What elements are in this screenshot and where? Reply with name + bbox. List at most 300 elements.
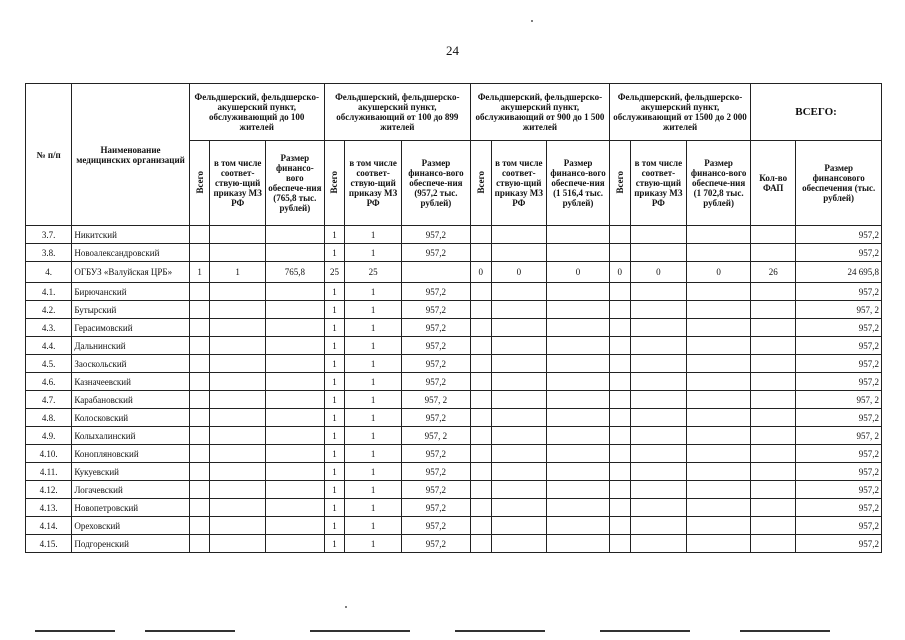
row-cell: 957,2 xyxy=(401,409,470,427)
row-cell xyxy=(470,319,491,337)
row-cell xyxy=(687,499,751,517)
row-cell xyxy=(630,244,687,262)
row-cell xyxy=(687,391,751,409)
header-fap-count: Кол-во ФАП xyxy=(751,141,796,226)
row-cell xyxy=(547,463,610,481)
row-cell xyxy=(189,445,210,463)
row-cell: 1 xyxy=(345,244,402,262)
row-cell: 1 xyxy=(324,337,345,355)
row-cell: 957,2 xyxy=(401,337,470,355)
org-name: Никитский xyxy=(72,226,189,244)
row-cell: 1 xyxy=(345,337,402,355)
row-number: 4.3. xyxy=(26,319,72,337)
row-cell xyxy=(630,226,687,244)
row-cell xyxy=(547,535,610,553)
table-row xyxy=(26,337,882,355)
row-cell xyxy=(189,535,210,553)
row-cell xyxy=(189,427,210,445)
row-cell: 1 xyxy=(324,535,345,553)
row-cell xyxy=(265,463,324,481)
row-cell: 957,2 xyxy=(401,535,470,553)
row-cell xyxy=(491,445,547,463)
row-cell: 0 xyxy=(630,262,687,283)
header-group-4: Фельдшерский, фельдшерско-акушерский пункт, обслуживающий от 1500 до 2 000 жителей xyxy=(609,84,750,141)
row-cell xyxy=(189,373,210,391)
row-cell xyxy=(491,355,547,373)
row-cell: 1 xyxy=(324,301,345,319)
row-cell xyxy=(470,445,491,463)
table-row xyxy=(26,244,882,262)
row-cell xyxy=(687,409,751,427)
row-cell: 957,2 xyxy=(796,535,882,553)
row-cell xyxy=(470,337,491,355)
row-cell xyxy=(210,481,266,499)
row-cell: 957,2 xyxy=(796,373,882,391)
table-row xyxy=(26,226,882,244)
org-name: Карабановский xyxy=(72,391,189,409)
row-cell xyxy=(751,427,796,445)
header-incl-2: в том числе соответ-ствую-щий приказу МЗ РФ xyxy=(345,141,402,226)
row-cell xyxy=(491,481,547,499)
row-cell xyxy=(687,301,751,319)
row-cell xyxy=(751,481,796,499)
row-cell xyxy=(491,244,547,262)
row-cell xyxy=(401,262,470,283)
row-cell xyxy=(265,391,324,409)
row-cell xyxy=(189,355,210,373)
row-cell: 1 xyxy=(345,481,402,499)
row-cell xyxy=(491,391,547,409)
row-cell: 1 xyxy=(324,409,345,427)
row-cell xyxy=(630,355,687,373)
row-number: 4. xyxy=(26,262,72,283)
row-cell xyxy=(751,355,796,373)
row-cell: 1 xyxy=(324,373,345,391)
row-cell xyxy=(630,373,687,391)
table-header xyxy=(26,84,882,226)
row-cell: 1 xyxy=(189,262,210,283)
row-cell xyxy=(630,463,687,481)
row-number: 4.8. xyxy=(26,409,72,427)
scan-speck xyxy=(531,20,533,22)
row-cell xyxy=(547,373,610,391)
row-cell xyxy=(751,319,796,337)
header-group-2: Фельдшерский, фельдшерско-акушерский пункт, обслуживающий от 100 до 899 жителей xyxy=(324,84,470,141)
row-cell xyxy=(609,355,630,373)
row-cell: 25 xyxy=(345,262,402,283)
row-number: 4.6. xyxy=(26,373,72,391)
row-cell: 957,2 xyxy=(796,445,882,463)
row-cell xyxy=(210,445,266,463)
row-cell: 1 xyxy=(345,373,402,391)
row-cell xyxy=(491,517,547,535)
header-group-total: ВСЕГО: xyxy=(751,84,882,141)
row-cell: 957,2 xyxy=(796,481,882,499)
row-cell xyxy=(547,244,610,262)
table-row xyxy=(26,535,882,553)
row-cell xyxy=(210,301,266,319)
row-cell: 1 xyxy=(345,427,402,445)
row-number: 4.9. xyxy=(26,427,72,445)
row-cell: 957,2 xyxy=(796,337,882,355)
row-cell xyxy=(491,301,547,319)
org-name: Ореховский xyxy=(72,517,189,535)
row-cell: 1 xyxy=(324,244,345,262)
org-name: Логачевский xyxy=(72,481,189,499)
header-incl-1: в том числе соответ-ствую-щий приказу МЗ РФ xyxy=(210,141,266,226)
row-cell: 957,2 xyxy=(401,319,470,337)
row-cell xyxy=(210,535,266,553)
row-cell: 1 xyxy=(210,262,266,283)
row-cell xyxy=(630,301,687,319)
org-name: Конопляновский xyxy=(72,445,189,463)
row-cell xyxy=(470,481,491,499)
financing-table xyxy=(25,83,882,553)
row-cell xyxy=(470,517,491,535)
row-cell xyxy=(630,427,687,445)
row-cell xyxy=(265,535,324,553)
row-number: 4.11. xyxy=(26,463,72,481)
row-cell: 957,2 xyxy=(401,517,470,535)
row-cell xyxy=(687,355,751,373)
row-cell: 957,2 xyxy=(796,517,882,535)
row-number: 4.5. xyxy=(26,355,72,373)
row-cell xyxy=(470,226,491,244)
row-cell xyxy=(210,244,266,262)
header-total-4: Всего xyxy=(609,141,630,226)
row-cell xyxy=(210,499,266,517)
row-cell: 1 xyxy=(345,463,402,481)
row-number: 4.14. xyxy=(26,517,72,535)
row-cell: 24 695,8 xyxy=(796,262,882,283)
row-cell xyxy=(470,283,491,301)
row-cell: 957,2 xyxy=(401,463,470,481)
row-cell xyxy=(609,226,630,244)
row-cell xyxy=(210,337,266,355)
row-cell xyxy=(470,355,491,373)
row-cell: 1 xyxy=(345,499,402,517)
row-cell xyxy=(687,463,751,481)
row-cell: 1 xyxy=(345,283,402,301)
row-cell xyxy=(265,409,324,427)
row-cell xyxy=(751,409,796,427)
row-cell: 1 xyxy=(324,391,345,409)
row-cell xyxy=(491,337,547,355)
table-row xyxy=(26,445,882,463)
row-cell: 1 xyxy=(324,499,345,517)
row-cell xyxy=(210,409,266,427)
row-number: 4.10. xyxy=(26,445,72,463)
row-cell xyxy=(630,517,687,535)
row-cell: 957,2 xyxy=(796,463,882,481)
row-cell xyxy=(687,427,751,445)
row-number: 4.4. xyxy=(26,337,72,355)
row-cell xyxy=(491,427,547,445)
header-fin-2: Размер финансо-вого обеспече-ния (957,2 тыс. рублей) xyxy=(401,141,470,226)
row-cell xyxy=(609,301,630,319)
header-org-name: Наименование медицинских организаций xyxy=(72,84,189,226)
row-cell xyxy=(687,535,751,553)
table-body xyxy=(26,226,882,553)
org-name: Кукуевский xyxy=(72,463,189,481)
row-cell xyxy=(189,481,210,499)
row-cell: 957,2 xyxy=(796,499,882,517)
row-cell xyxy=(687,373,751,391)
org-name: Герасимовский xyxy=(72,319,189,337)
row-cell xyxy=(265,481,324,499)
row-cell xyxy=(630,481,687,499)
row-cell xyxy=(751,301,796,319)
org-name: Бутырский xyxy=(72,301,189,319)
row-cell: 957,2 xyxy=(401,373,470,391)
org-name: Подгоренский xyxy=(72,535,189,553)
row-cell xyxy=(470,427,491,445)
row-cell: 1 xyxy=(345,391,402,409)
row-cell xyxy=(751,445,796,463)
row-cell xyxy=(265,427,324,445)
row-cell xyxy=(265,445,324,463)
row-cell xyxy=(751,244,796,262)
row-cell xyxy=(751,337,796,355)
row-cell xyxy=(265,283,324,301)
row-cell xyxy=(491,319,547,337)
footer-rule xyxy=(0,630,905,634)
row-cell: 957,2 xyxy=(401,481,470,499)
row-cell: 957,2 xyxy=(796,283,882,301)
row-cell: 26 xyxy=(751,262,796,283)
row-cell xyxy=(609,244,630,262)
row-cell: 0 xyxy=(687,262,751,283)
row-cell: 1 xyxy=(324,445,345,463)
row-cell xyxy=(265,226,324,244)
row-cell xyxy=(189,463,210,481)
header-num: № п/п xyxy=(26,84,72,226)
header-total-2: Всего xyxy=(324,141,345,226)
row-cell: 0 xyxy=(547,262,610,283)
row-cell xyxy=(491,226,547,244)
table-row xyxy=(26,409,882,427)
row-cell: 1 xyxy=(345,319,402,337)
row-number: 3.8. xyxy=(26,244,72,262)
row-number: 4.7. xyxy=(26,391,72,409)
row-cell xyxy=(189,244,210,262)
row-cell xyxy=(609,463,630,481)
row-cell: 1 xyxy=(324,427,345,445)
row-cell xyxy=(491,535,547,553)
table-row xyxy=(26,427,882,445)
row-cell xyxy=(265,244,324,262)
header-total-1: Всего xyxy=(189,141,210,226)
table-row xyxy=(26,373,882,391)
row-cell: 25 xyxy=(324,262,345,283)
org-name: Бирючанский xyxy=(72,283,189,301)
row-cell: 957,2 xyxy=(796,319,882,337)
row-cell xyxy=(265,373,324,391)
row-cell xyxy=(547,337,610,355)
row-cell xyxy=(189,283,210,301)
row-cell xyxy=(609,445,630,463)
row-cell: 957,2 xyxy=(796,355,882,373)
row-cell xyxy=(189,301,210,319)
row-number: 4.12. xyxy=(26,481,72,499)
row-cell xyxy=(687,517,751,535)
row-cell xyxy=(470,499,491,517)
row-cell xyxy=(609,499,630,517)
row-cell xyxy=(630,319,687,337)
header-incl-3: в том числе соответ-ствую-щий приказу МЗ РФ xyxy=(491,141,547,226)
row-cell xyxy=(210,355,266,373)
row-number: 3.7. xyxy=(26,226,72,244)
row-cell: 1 xyxy=(345,409,402,427)
row-cell xyxy=(189,517,210,535)
row-cell: 957,2 xyxy=(401,283,470,301)
row-cell xyxy=(470,535,491,553)
row-cell xyxy=(265,301,324,319)
row-cell: 1 xyxy=(324,283,345,301)
row-cell xyxy=(609,517,630,535)
page-number: 24 xyxy=(446,43,459,58)
row-cell: 957,2 xyxy=(796,409,882,427)
row-cell xyxy=(491,409,547,427)
row-cell xyxy=(547,499,610,517)
header-fin-3: Размер финансо-вого обеспече-ния (1 516,4 тыс. рублей) xyxy=(547,141,610,226)
row-cell xyxy=(547,226,610,244)
row-cell xyxy=(547,301,610,319)
row-cell xyxy=(609,337,630,355)
row-cell xyxy=(210,463,266,481)
row-cell xyxy=(470,244,491,262)
row-cell: 957, 2 xyxy=(401,391,470,409)
row-cell: 957, 2 xyxy=(796,391,882,409)
row-cell xyxy=(265,319,324,337)
row-cell xyxy=(687,283,751,301)
table-row xyxy=(26,499,882,517)
org-name: Новоалександровский xyxy=(72,244,189,262)
row-cell: 957,2 xyxy=(796,226,882,244)
header-fin-1: Размер финансо-вого обеспече-ния (765,8 тыс. рублей) xyxy=(265,141,324,226)
row-cell: 1 xyxy=(345,226,402,244)
row-cell xyxy=(189,319,210,337)
row-cell: 957,2 xyxy=(401,301,470,319)
row-cell xyxy=(609,409,630,427)
table-row xyxy=(26,355,882,373)
row-cell xyxy=(630,283,687,301)
row-cell xyxy=(751,373,796,391)
row-cell xyxy=(491,283,547,301)
org-name: Дальнинский xyxy=(72,337,189,355)
row-cell: 0 xyxy=(491,262,547,283)
row-cell xyxy=(210,226,266,244)
row-cell xyxy=(189,499,210,517)
row-cell xyxy=(630,499,687,517)
row-cell xyxy=(609,427,630,445)
header-group-1: Фельдшерский, фельдшерско-акушерский пункт, обслуживающий до 100 жителей xyxy=(189,84,324,141)
row-cell xyxy=(687,481,751,499)
row-cell: 957,2 xyxy=(401,226,470,244)
row-cell: 765,8 xyxy=(265,262,324,283)
row-cell xyxy=(687,226,751,244)
row-cell xyxy=(470,409,491,427)
org-name: ОГБУЗ «Валуйская ЦРБ» xyxy=(72,262,189,283)
table-row xyxy=(26,319,882,337)
row-cell xyxy=(470,391,491,409)
org-name: Колыхалинский xyxy=(72,427,189,445)
row-cell: 957, 2 xyxy=(796,427,882,445)
org-name: Новопетровский xyxy=(72,499,189,517)
row-cell xyxy=(210,517,266,535)
header-total-3: Всего xyxy=(470,141,491,226)
table-row xyxy=(26,391,882,409)
row-cell xyxy=(265,517,324,535)
row-cell xyxy=(751,226,796,244)
row-cell xyxy=(630,337,687,355)
scan-speck xyxy=(345,606,347,608)
row-cell: 957, 2 xyxy=(796,301,882,319)
org-name: Заоскольский xyxy=(72,355,189,373)
row-cell xyxy=(470,373,491,391)
row-cell xyxy=(751,283,796,301)
row-cell xyxy=(751,463,796,481)
row-cell: 1 xyxy=(345,445,402,463)
header-fin-total: Размер финансового обеспечения (тыс. рублей) xyxy=(796,141,882,226)
org-name: Колосковский xyxy=(72,409,189,427)
table-row xyxy=(26,301,882,319)
header-fin-4: Размер финансо-вого обеспече-ния (1 702,8 тыс. рублей) xyxy=(687,141,751,226)
row-cell: 1 xyxy=(324,355,345,373)
row-cell xyxy=(189,391,210,409)
row-cell: 1 xyxy=(345,517,402,535)
header-group-3: Фельдшерский, фельдшерско-акушерский пункт, обслуживающий от 900 до 1 500 жителей xyxy=(470,84,609,141)
row-cell: 1 xyxy=(324,226,345,244)
header-incl-4: в том числе соответ-ствую-щий приказу МЗ РФ xyxy=(630,141,687,226)
row-cell: 1 xyxy=(324,517,345,535)
row-cell: 957,2 xyxy=(401,445,470,463)
row-cell xyxy=(609,319,630,337)
row-cell xyxy=(547,517,610,535)
row-number: 4.15. xyxy=(26,535,72,553)
row-cell xyxy=(609,391,630,409)
row-cell xyxy=(630,445,687,463)
row-cell xyxy=(491,499,547,517)
row-cell xyxy=(687,445,751,463)
row-cell xyxy=(687,244,751,262)
table-row xyxy=(26,517,882,535)
row-cell xyxy=(547,391,610,409)
row-cell: 957,2 xyxy=(401,499,470,517)
row-cell xyxy=(609,535,630,553)
row-cell xyxy=(630,391,687,409)
row-cell xyxy=(751,535,796,553)
row-cell: 1 xyxy=(345,535,402,553)
row-cell xyxy=(751,391,796,409)
row-cell: 957, 2 xyxy=(401,427,470,445)
row-cell: 1 xyxy=(324,481,345,499)
row-cell xyxy=(210,391,266,409)
table-row xyxy=(26,283,882,301)
row-cell xyxy=(687,319,751,337)
row-cell xyxy=(210,373,266,391)
row-number: 4.1. xyxy=(26,283,72,301)
row-cell xyxy=(491,463,547,481)
row-cell: 1 xyxy=(345,355,402,373)
row-cell xyxy=(189,226,210,244)
table-row xyxy=(26,262,882,283)
row-cell: 0 xyxy=(609,262,630,283)
row-cell xyxy=(491,373,547,391)
row-cell xyxy=(210,427,266,445)
org-name: Казначеевский xyxy=(72,373,189,391)
row-cell xyxy=(265,499,324,517)
